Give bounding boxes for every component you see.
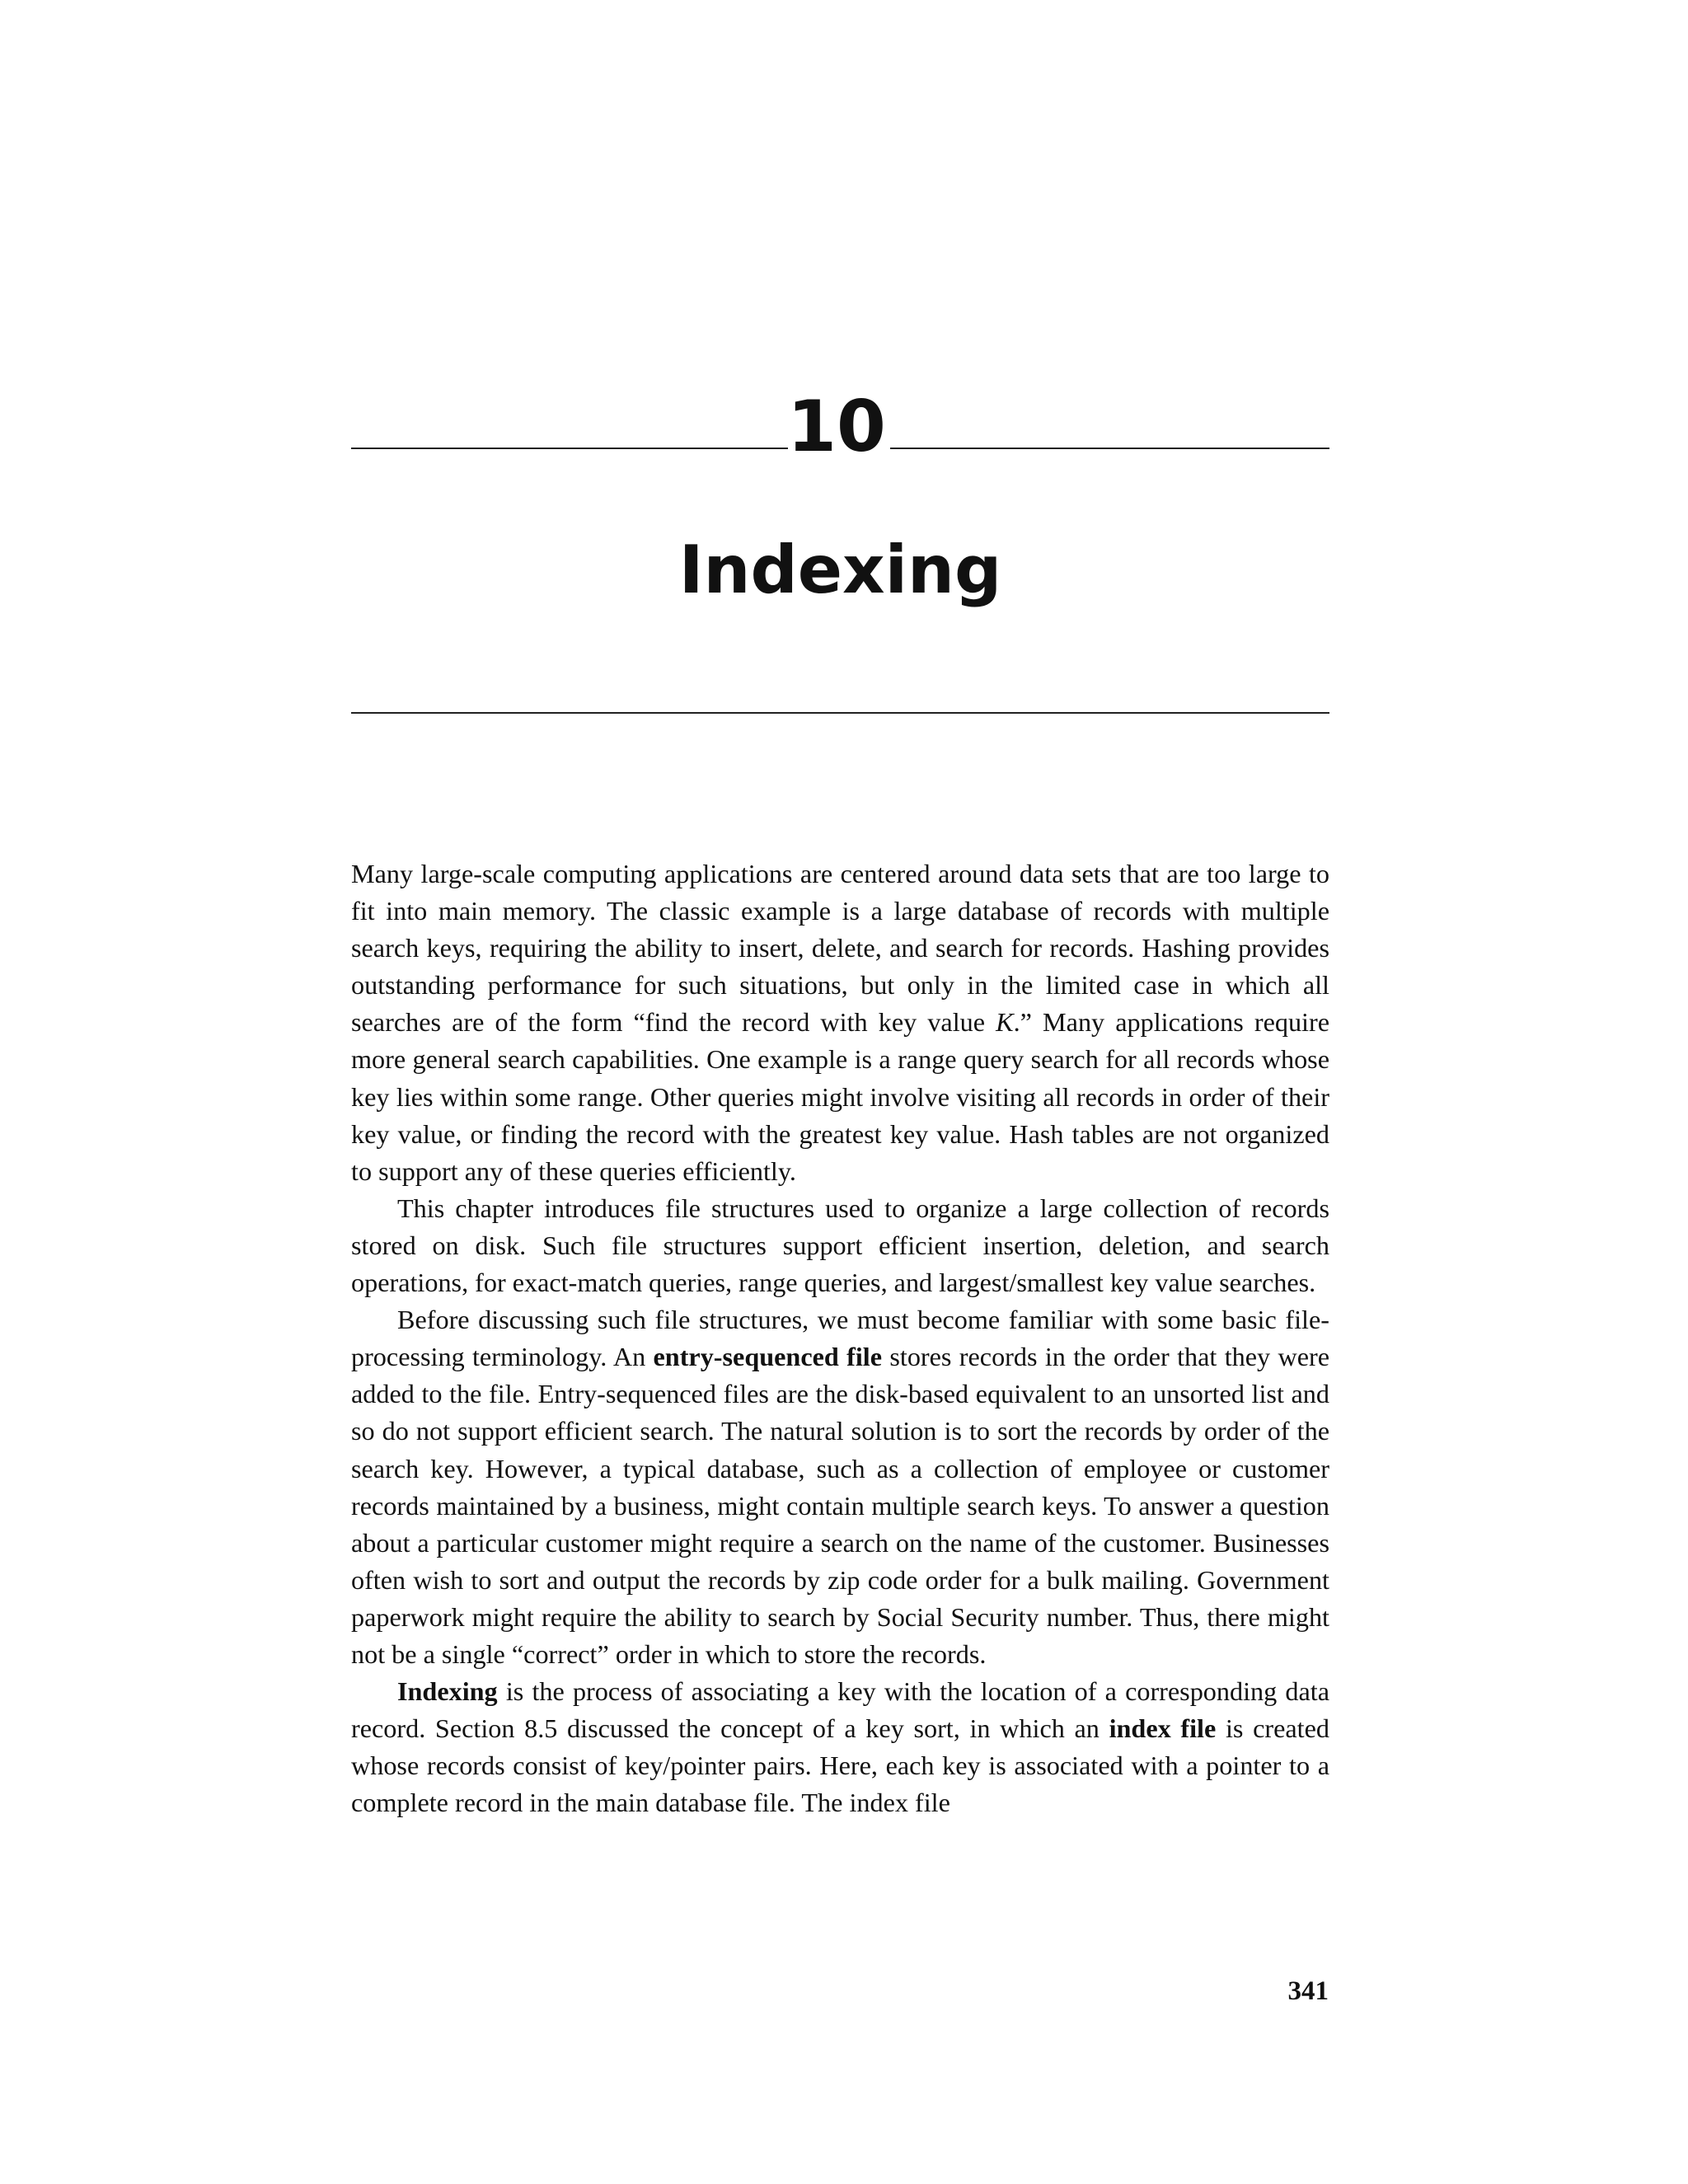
term-entry-sequenced-file: entry-sequenced file <box>653 1342 883 1372</box>
chapter-rule-right <box>890 448 1329 449</box>
math-variable-k: K <box>996 1007 1014 1038</box>
chapter-title: Indexing <box>678 532 1002 608</box>
paragraph-1: Many large-scale computing applications are centered around data sets that are too large to fit into main memory. The classic example is a large database of records with multiple search keys, requiring the ability to insert, delete, and search for records. Hashing provides outstanding performance for such situations, but only in the limited case in which all searches are of the form “find the record with key value K.” Many applications require more general search capabilities. One example is a range query search for all records whose key lies within some range. Other queries might involve visiting all records in order of their key value, or finding the record with the greatest key value. Hash tables are not organized to support any of these queries efficiently. <box>351 859 1329 1186</box>
chapter-number: 10 <box>787 386 886 468</box>
term-indexing: Indexing <box>397 1676 498 1707</box>
body-text <box>351 855 1329 1821</box>
term-index-file: index file <box>1109 1713 1217 1744</box>
chapter-title-underline <box>351 712 1329 714</box>
paragraph-2: This chapter introduces file structures used to organize a large collection of records stored on disk. Such file structures support efficient insertion, deletion, and search operations, for exact-match queries, range queries, and largest/smallest key value searches. <box>351 1193 1329 1298</box>
paragraph-3: Before discussing such file structures, we must become familiar with some basic file-processing terminology. An entry-sequenced file stores records in the order that they were added to the file. Entry-sequenced files are the disk-based equivalent to an unsorted list and so do not support efficient search. The natural solution is to sort the records by order of the search key. However, a typical database, such as a collection of employee or customer records maintained by a business, might contain multiple search keys. To answer a question about a particular customer might require a search on the name of the customer. Businesses often wish to sort and output the records by zip code order for a bulk mailing. Government paperwork might require the ability to search by Social Security number. Thus, there might not be a single “correct” order in which to store the records. <box>351 1305 1329 1669</box>
page-number: 341 <box>1287 1976 1329 2006</box>
paragraph-4: Indexing is the process of associating a key with the location of a corresponding data record. Section 8.5 discussed the concept of a key sort, in which an index file is created whose records consist of key/pointer pairs. Here, each key is associated with a pointer to a complete record in the main database file. The index file <box>351 1676 1330 1818</box>
chapter-rule-left <box>351 448 788 449</box>
